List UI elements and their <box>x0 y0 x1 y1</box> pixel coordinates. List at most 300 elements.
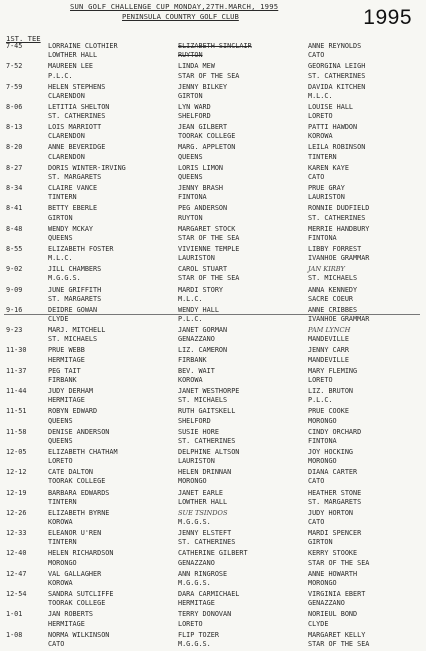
school-name: CATO <box>308 51 325 60</box>
school-name: FINTONA <box>178 193 207 202</box>
player-entry <box>48 123 101 141</box>
school-name: ST. MARGARETS <box>48 294 102 303</box>
school-name: STAR OF THE SEA <box>308 639 370 648</box>
player-entry <box>308 346 349 364</box>
player-entry <box>178 407 235 425</box>
player-entry <box>308 529 361 547</box>
tee-time: 1-08 <box>6 630 23 639</box>
tee-time: 11-58 <box>6 427 27 436</box>
player-entry <box>178 529 235 547</box>
school-name: LOWTHER HALL <box>48 51 98 60</box>
player-entry <box>48 387 93 405</box>
school-name: HERMITAGE <box>48 396 85 405</box>
school-name: CLARENDON <box>48 91 85 100</box>
school-name: GENAZZANO <box>308 599 345 608</box>
player-entry <box>308 590 365 608</box>
player-name: FLIP TOZER <box>178 630 219 639</box>
school-name: LAURISTON <box>308 193 345 202</box>
school-name: TOORAK COLLEGE <box>48 599 106 608</box>
school-name: CATO <box>308 518 325 527</box>
player-entry <box>48 549 113 567</box>
school-name: MORONGO <box>308 578 337 587</box>
player-name: DORIS WINTER-IRVING <box>48 163 126 172</box>
tee-time: 11-44 <box>6 387 27 396</box>
school-name: ST. CATHERINES <box>308 213 366 222</box>
school-name: MANDEVILLE <box>308 335 349 344</box>
player-entry <box>308 62 365 80</box>
player-entry <box>48 570 101 588</box>
school-name: STAR OF THE SEA <box>178 233 240 242</box>
player-entry <box>48 590 113 608</box>
player-entry <box>48 103 109 121</box>
school-name: M.L.C. <box>308 91 333 100</box>
player-entry <box>308 123 357 141</box>
school-name: ST. MARGARETS <box>308 497 362 506</box>
player-name: ROBYN EDWARD <box>48 407 98 416</box>
school-name: TINTERN <box>308 152 337 161</box>
school-name: IVANHOE GRAMMAR <box>308 254 370 263</box>
tee-time-row <box>6 62 416 82</box>
school-name: LAURISTON <box>178 457 215 466</box>
school-name: CATO <box>308 172 325 181</box>
tee-header: 1ST. TEE <box>6 34 41 43</box>
player-name: LORRAINE CLOTHIER <box>48 42 118 50</box>
player-name: PRUE WEBB <box>48 346 85 355</box>
school-name: MORONGO <box>178 477 207 486</box>
school-name: SACRE COEUR <box>308 294 354 303</box>
player-entry <box>48 631 109 649</box>
player-entry <box>48 245 113 263</box>
tee-time-row <box>6 407 416 427</box>
player-entry <box>178 428 235 446</box>
player-name: PRUE COOKE <box>308 407 349 416</box>
school-name: QUEENS <box>48 436 73 445</box>
school-name: STAR OF THE SEA <box>178 274 240 283</box>
player-entry <box>178 448 239 466</box>
player-name: LOIS MARRIOTT <box>48 123 102 132</box>
tee-time: 9-23 <box>6 326 23 335</box>
player-name: JUDY DERHAM <box>48 387 94 396</box>
player-name: MARGARET STOCK <box>178 224 236 233</box>
player-name: JENNY ELSTEFT <box>178 529 232 538</box>
school-name: TINTERN <box>48 538 77 547</box>
school-name: ST. MICHAELS <box>308 274 358 283</box>
player-entry <box>178 631 219 649</box>
school-name: P.L.C. <box>308 396 333 405</box>
player-entry <box>308 489 361 507</box>
player-entry <box>308 103 353 121</box>
player-entry <box>308 326 350 344</box>
school-name: CLYDE <box>308 619 329 628</box>
tee-time: 12-19 <box>6 488 27 497</box>
tee-time: 12-40 <box>6 549 27 558</box>
player-name: ELIZABETH FOSTER <box>48 244 114 253</box>
school-name: MORONGO <box>48 558 77 567</box>
player-entry <box>48 407 97 425</box>
school-name: GIRTON <box>48 213 73 222</box>
player-entry <box>48 529 101 547</box>
tee-time-row <box>6 42 416 62</box>
player-name: DAVIDA KITCHEN <box>308 82 366 91</box>
school-name: SHELFORD <box>178 416 211 425</box>
tee-time: 12-26 <box>6 508 27 517</box>
player-entry <box>308 204 369 222</box>
school-name: SHELFORD <box>178 112 211 121</box>
school-name: ST. CATHERINES <box>178 538 236 547</box>
tee-time-row <box>6 529 416 549</box>
player-entry <box>48 346 85 364</box>
player-entry <box>178 123 235 141</box>
school-name: LAURISTON <box>178 254 215 263</box>
school-name: KOROWA <box>308 132 333 141</box>
player-name: ANNE CRIBBES <box>308 305 358 314</box>
school-name: RUYTON <box>178 213 203 222</box>
player-entry <box>48 184 97 202</box>
tee-time: 9-02 <box>6 265 23 274</box>
player-name: LOUISE HALL <box>308 102 354 111</box>
player-name: JENNY BRASH <box>178 184 224 193</box>
school-name: GENAZZANO <box>178 335 215 344</box>
player-name: JANET EARLE <box>178 488 224 497</box>
player-entry <box>48 448 118 466</box>
school-name: LORETO <box>178 619 203 628</box>
tee-time: 12-47 <box>6 569 27 578</box>
player-name: MARY FLEMING <box>308 366 358 375</box>
player-name: PEG TAIT <box>48 366 81 375</box>
tee-time: 1-01 <box>6 610 23 619</box>
player-name: CLAIRE VANCE <box>48 184 98 193</box>
school-name: TINTERN <box>48 193 77 202</box>
tee-time: 7-45 <box>6 42 23 50</box>
player-name: PEG ANDERSON <box>178 204 228 213</box>
school-name: LORETO <box>48 457 73 466</box>
player-name: ANNA KENNEDY <box>308 285 358 294</box>
player-entry <box>308 306 369 324</box>
tee-time-row <box>6 286 416 306</box>
player-name: LEILA ROBINSON <box>308 143 366 152</box>
school-name: MORONGO <box>308 457 337 466</box>
player-name: HEATHER STONE <box>308 488 362 497</box>
player-name: JUNE GRIFFITH <box>48 285 102 294</box>
player-name: TERRY DONOVAN <box>178 610 232 619</box>
tee-time-row <box>6 549 416 569</box>
player-entry <box>178 590 239 608</box>
tee-time-row <box>6 448 416 468</box>
player-entry <box>178 468 231 486</box>
tee-time-row <box>6 631 416 651</box>
player-name: BEV. WAIT <box>178 366 215 375</box>
school-name: P.L.C. <box>178 315 203 324</box>
school-name: FIRBANK <box>48 375 77 384</box>
player-name: MARJ. MITCHELL <box>48 326 106 335</box>
player-name: VIRGINIA EBERT <box>308 590 366 599</box>
player-name: BARBARA EDWARDS <box>48 488 110 497</box>
player-entry <box>178 367 215 385</box>
school-name: ST. MARGARETS <box>48 172 102 181</box>
player-name: PATTI HAWDON <box>308 123 358 132</box>
school-name: ST. MICHAELS <box>178 396 228 405</box>
player-name: DARA CARMICHAEL <box>178 590 240 599</box>
player-name: LYN WARD <box>178 102 211 111</box>
player-entry <box>178 610 231 628</box>
player-entry <box>178 225 239 243</box>
player-name: ANNE HOWARTH <box>308 569 358 578</box>
player-name: LIZ. CAMERON <box>178 346 228 355</box>
tee-time-row <box>6 306 416 326</box>
player-name: ANNE BEVERIDGE <box>48 143 106 152</box>
player-name: MARDI SPENCER <box>308 529 362 538</box>
tee-time: 9-09 <box>6 285 23 294</box>
player-entry <box>48 428 109 446</box>
player-entry <box>308 549 369 567</box>
tee-time: 7-52 <box>6 62 23 71</box>
school-name: HERMITAGE <box>48 355 85 364</box>
player-entry <box>308 631 369 649</box>
player-name: VIVIENNE TEMPLE <box>178 244 240 253</box>
player-name: MARGARET KELLY <box>308 630 366 639</box>
player-name: MERRIE HANDBURY <box>308 224 370 233</box>
tee-time: 8-13 <box>6 123 23 132</box>
player-name: ELIZABETH SINCLAIR <box>178 42 252 50</box>
player-entry <box>308 184 345 202</box>
player-entry <box>48 306 97 324</box>
player-entry <box>48 204 97 222</box>
player-entry <box>178 83 227 101</box>
school-name: CLYDE <box>48 315 69 324</box>
school-name: FINTONA <box>308 436 337 445</box>
tee-time: 12-05 <box>6 447 27 456</box>
player-entry <box>178 346 227 364</box>
player-name: PAM LYNCH <box>308 326 351 335</box>
player-name: GEORGINA LEIGH <box>308 62 366 71</box>
tee-time: 8-06 <box>6 102 23 111</box>
player-name: JEAN GILBERT <box>178 123 228 132</box>
school-name: STAR OF THE SEA <box>308 558 370 567</box>
school-name: ST. CATHERINES <box>308 71 366 80</box>
school-name: CATO <box>48 639 65 648</box>
player-entry <box>48 265 101 283</box>
tee-time-row <box>6 610 416 630</box>
school-name: CATO <box>308 477 325 486</box>
player-entry <box>48 225 93 243</box>
player-name: JOY HOCKING <box>308 447 354 456</box>
event-title: SUN GOLF CHALLENGE CUP MONDAY,27TH.MARCH, 1995 <box>70 2 279 11</box>
player-entry <box>48 468 105 486</box>
player-name: DENISE ANDERSON <box>48 427 110 436</box>
player-name: CATE DALTON <box>48 468 94 477</box>
player-name: ANN RINGROSE <box>178 569 228 578</box>
tee-time-row <box>6 346 416 366</box>
school-name: STAR OF THE SEA <box>178 71 240 80</box>
player-name: JAN ROBERTS <box>48 610 94 619</box>
player-name: LINDA MEW <box>178 62 215 71</box>
school-name: KOROWA <box>48 578 73 587</box>
player-name: LIZ. BRUTON <box>308 387 354 396</box>
player-name: HELEN DRINNAN <box>178 468 232 477</box>
player-name: SUSIE HORE <box>178 427 219 436</box>
player-name: JUDY HORTON <box>308 508 354 517</box>
player-entry <box>308 225 369 243</box>
school-name: ST. CATHERINES <box>48 112 106 121</box>
player-name: SANDRA SUTCLIFFE <box>48 590 114 599</box>
player-name: JANET GORMAN <box>178 326 228 335</box>
player-entry <box>308 367 357 385</box>
school-name: M.L.C. <box>48 254 73 263</box>
player-name: MARG. APPLETON <box>178 143 236 152</box>
tee-time-row <box>6 367 416 387</box>
tee-time-row <box>6 245 416 265</box>
player-entry <box>178 265 239 283</box>
player-name: ELIZABETH CHATHAM <box>48 447 118 456</box>
player-entry <box>308 428 361 446</box>
tee-time-row <box>6 468 416 488</box>
player-entry <box>178 286 223 304</box>
tee-time-list <box>6 42 416 651</box>
player-name: NORMA WILKINSON <box>48 630 110 639</box>
player-name: LORIS LIMON <box>178 163 224 172</box>
school-name: IVANHOE GRAMMAR <box>308 315 370 324</box>
player-entry <box>308 245 369 263</box>
player-entry <box>178 387 239 405</box>
school-name: HERMITAGE <box>48 619 85 628</box>
player-entry <box>48 326 105 344</box>
tee-time-row <box>6 387 416 407</box>
school-name: GENAZZANO <box>178 558 215 567</box>
school-name: M.G.G.S. <box>178 518 211 527</box>
tee-time: 11-51 <box>6 407 27 416</box>
player-entry <box>178 326 227 344</box>
player-entry <box>308 387 353 405</box>
player-name: VAL GALLAGHER <box>48 569 102 578</box>
player-name: JAN KIRBY <box>308 265 345 274</box>
tee-time-row <box>6 143 416 163</box>
school-name: MANDEVILLE <box>308 355 349 364</box>
player-name: ANNE REYNOLDS <box>308 42 362 50</box>
school-name: TINTERN <box>48 497 77 506</box>
tee-time-row <box>6 570 416 590</box>
player-name: KAREN KAYE <box>308 163 349 172</box>
school-name: M.G.G.S. <box>178 578 211 587</box>
school-name: QUEENS <box>178 172 203 181</box>
tee-time: 12-12 <box>6 468 27 477</box>
tee-time: 8-34 <box>6 184 23 193</box>
tee-time: 8-27 <box>6 163 23 172</box>
tee-time-row <box>6 103 416 123</box>
player-entry <box>178 42 252 60</box>
player-entry <box>178 164 223 182</box>
tee-time-row <box>6 326 416 346</box>
player-entry <box>308 509 353 527</box>
player-entry <box>308 610 357 628</box>
player-name: CAROL STUART <box>178 265 228 274</box>
player-entry <box>48 143 105 161</box>
player-name: LETITIA SHELTON <box>48 102 110 111</box>
tee-time: 11-30 <box>6 346 27 355</box>
player-name: HELEN STEPHENS <box>48 82 106 91</box>
player-entry <box>308 164 349 182</box>
player-entry <box>178 509 227 527</box>
player-entry <box>48 610 93 628</box>
player-entry <box>178 570 227 588</box>
player-entry <box>178 306 219 324</box>
school-name: MORONGO <box>308 416 337 425</box>
tee-time-row <box>6 204 416 224</box>
tee-time-row <box>6 225 416 245</box>
player-entry <box>178 62 239 80</box>
tee-time-row <box>6 164 416 184</box>
player-entry <box>48 62 93 80</box>
player-entry <box>178 549 248 567</box>
tee-time: 7-59 <box>6 82 23 91</box>
tee-time: 8-20 <box>6 143 23 152</box>
school-name: TOORAK COLLEGE <box>48 477 106 486</box>
tee-time-row <box>6 489 416 509</box>
player-entry <box>178 204 227 222</box>
player-name: NORIEUL BOND <box>308 610 358 619</box>
player-entry <box>308 265 357 283</box>
player-name: SUE TSINDOS <box>178 508 228 517</box>
player-name: RUTH GAITSKELL <box>178 407 236 416</box>
tee-time: 12-33 <box>6 529 27 538</box>
player-entry <box>48 42 118 60</box>
player-entry <box>308 143 365 161</box>
school-name: KOROWA <box>48 518 73 527</box>
player-name: CINDY ORCHARD <box>308 427 362 436</box>
venue-title: PENINSULA COUNTRY GOLF CLUB <box>122 12 239 21</box>
player-name: WENDY HALL <box>178 305 219 314</box>
tee-time: 8-48 <box>6 224 23 233</box>
school-name: FINTONA <box>308 233 337 242</box>
player-name: JENNY BILKEY <box>178 82 228 91</box>
player-entry <box>178 143 235 161</box>
player-name: MARDI STORY <box>178 285 224 294</box>
player-entry <box>48 164 126 182</box>
player-entry <box>178 103 211 121</box>
player-entry <box>48 509 109 527</box>
player-entry <box>308 42 361 60</box>
player-name: KERRY STOOKE <box>308 549 358 558</box>
player-name: DEIDRE GOWAN <box>48 305 98 314</box>
player-entry <box>178 245 239 263</box>
school-name: HERMITAGE <box>178 599 215 608</box>
school-name: RUYTON <box>178 51 203 60</box>
player-entry <box>308 468 357 486</box>
tee-time: 12-54 <box>6 590 27 599</box>
player-name: JENNY CARR <box>308 346 349 355</box>
player-name: DELPHINE ALTSON <box>178 447 240 456</box>
tee-time: 9-16 <box>6 305 23 314</box>
school-name: ST. MICHAELS <box>48 335 98 344</box>
school-name: LORETO <box>308 375 333 384</box>
player-name: HELEN RICHARDSON <box>48 549 114 558</box>
player-name: MAUREEN LEE <box>48 62 94 71</box>
player-entry <box>48 367 81 385</box>
player-name: LIBBY FORREST <box>308 244 362 253</box>
player-name: WENDY MCKAY <box>48 224 94 233</box>
player-name: JANET WESTHORPE <box>178 387 240 396</box>
player-name: JILL CHAMBERS <box>48 265 102 274</box>
player-name: ELIZABETH BYRNE <box>48 508 110 517</box>
player-name: ELEANOR U'REN <box>48 529 102 538</box>
tee-time-row <box>6 590 416 610</box>
tee-time: 8-41 <box>6 204 23 213</box>
player-name: BETTY EBERLE <box>48 204 98 213</box>
player-entry <box>48 83 105 101</box>
player-entry <box>308 448 353 466</box>
tee-time-row <box>6 265 416 285</box>
school-name: CLARENDON <box>48 132 85 141</box>
school-name: CLARENDON <box>48 152 85 161</box>
